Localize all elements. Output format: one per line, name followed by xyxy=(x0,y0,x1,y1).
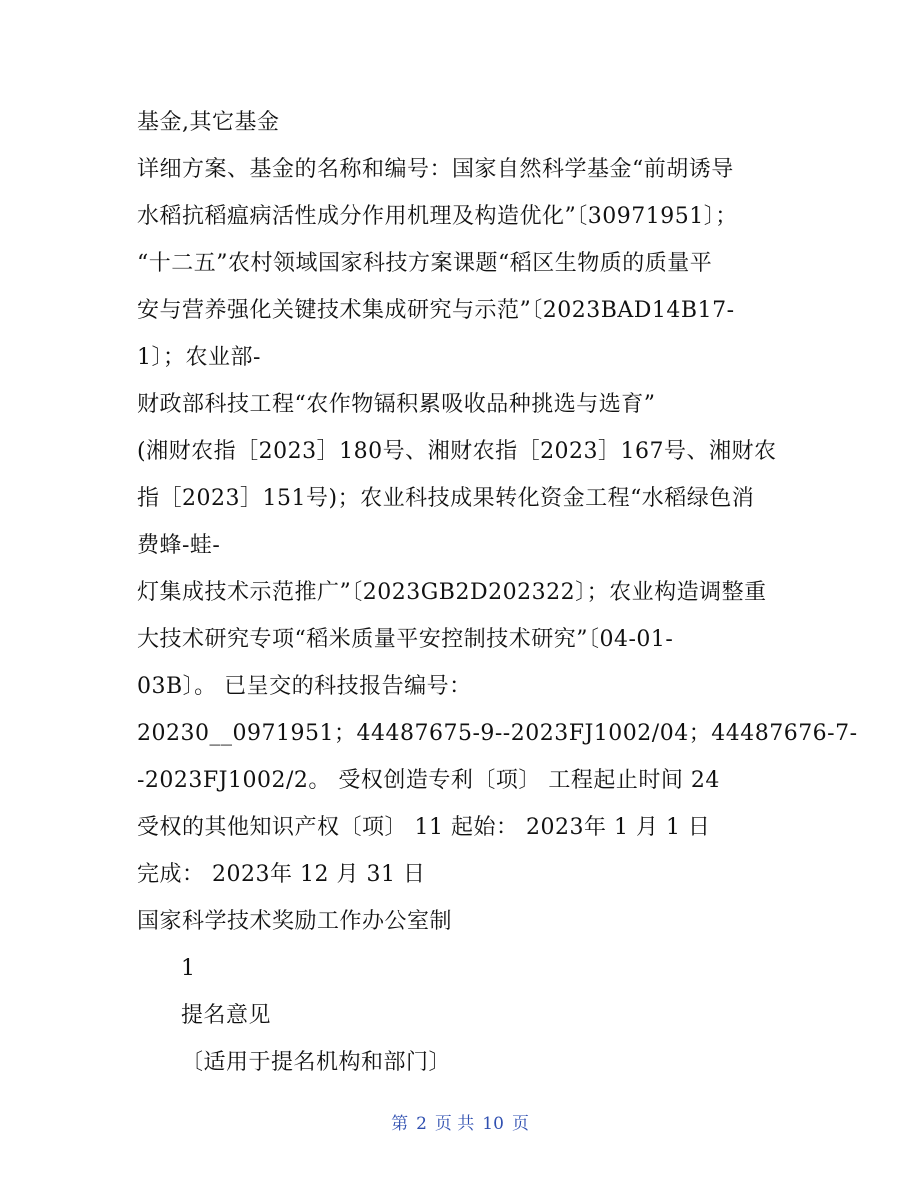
footer-prefix: 第 xyxy=(391,1114,409,1134)
text-line-10: 费蜂-蛙- xyxy=(137,533,221,558)
footer-middle: 页 共 xyxy=(434,1114,475,1134)
page-footer xyxy=(0,1112,920,1136)
text-line-5: 安与营养强化关键技术集成研究与示范”〔2023BAD14B17- xyxy=(137,298,735,323)
footer-suffix: 页 xyxy=(511,1114,529,1134)
footer-total-pages: 10 xyxy=(482,1114,504,1134)
text-line-11: 灯集成技术示范推广”〔2023GB2D202322〕；农业构造调整重 xyxy=(137,580,767,605)
text-line-4: “十二五”农村领域国家科技方案课题“稻区生物质的质量平 xyxy=(137,251,713,276)
text-line-7: 财政部科技工程“农作物镉积累吸收品种挑选与选育” xyxy=(137,392,656,417)
text-line-9: 指［2023］151号)；农业科技成果转化资金工程“水稻绿色消 xyxy=(137,486,755,511)
text-line-13: 03B〕。 已呈交的科技报告编号： xyxy=(137,674,472,699)
text-line-18: 国家科学技术奖励工作办公室制 xyxy=(137,909,453,934)
section-note: 〔适用于提名机构和部门〕 xyxy=(181,1050,452,1075)
text-line-12: 大技术研究专项“稻米质量平安控制技术研究”〔04-01- xyxy=(137,627,674,652)
text-line-17: 完成： 2023年 12 月 31 日 xyxy=(137,862,426,887)
page-number-marker: 1 xyxy=(181,956,196,981)
text-line-8: (湘财农指［2023］180号、湘财农指［2023］167号、湘财农 xyxy=(137,439,777,464)
text-line-14: 20230__0971951；44487675-9--2023FJ1002/04；44487676-7- xyxy=(137,721,858,746)
text-line-15: -2023FJ1002/2。 受权创造专利〔项〕 工程起止时间 24 xyxy=(137,768,720,793)
text-line-2: 详细方案、基金的名称和编号：国家自然科学基金“前胡诱导 xyxy=(137,157,734,182)
text-line-16: 受权的其他知识产权〔项〕 11 起始： 2023年 1 月 1 日 xyxy=(137,815,711,840)
text-line-3: 水稻抗稻瘟病活性成分作用机理及构造优化”〔30971951〕； xyxy=(137,204,738,229)
text-line-6: 1〕；农业部- xyxy=(137,345,261,370)
text-line-1: 基金,其它基金 xyxy=(137,110,280,135)
footer-current-page: 2 xyxy=(416,1114,427,1134)
section-title: 提名意见 xyxy=(181,1003,272,1028)
